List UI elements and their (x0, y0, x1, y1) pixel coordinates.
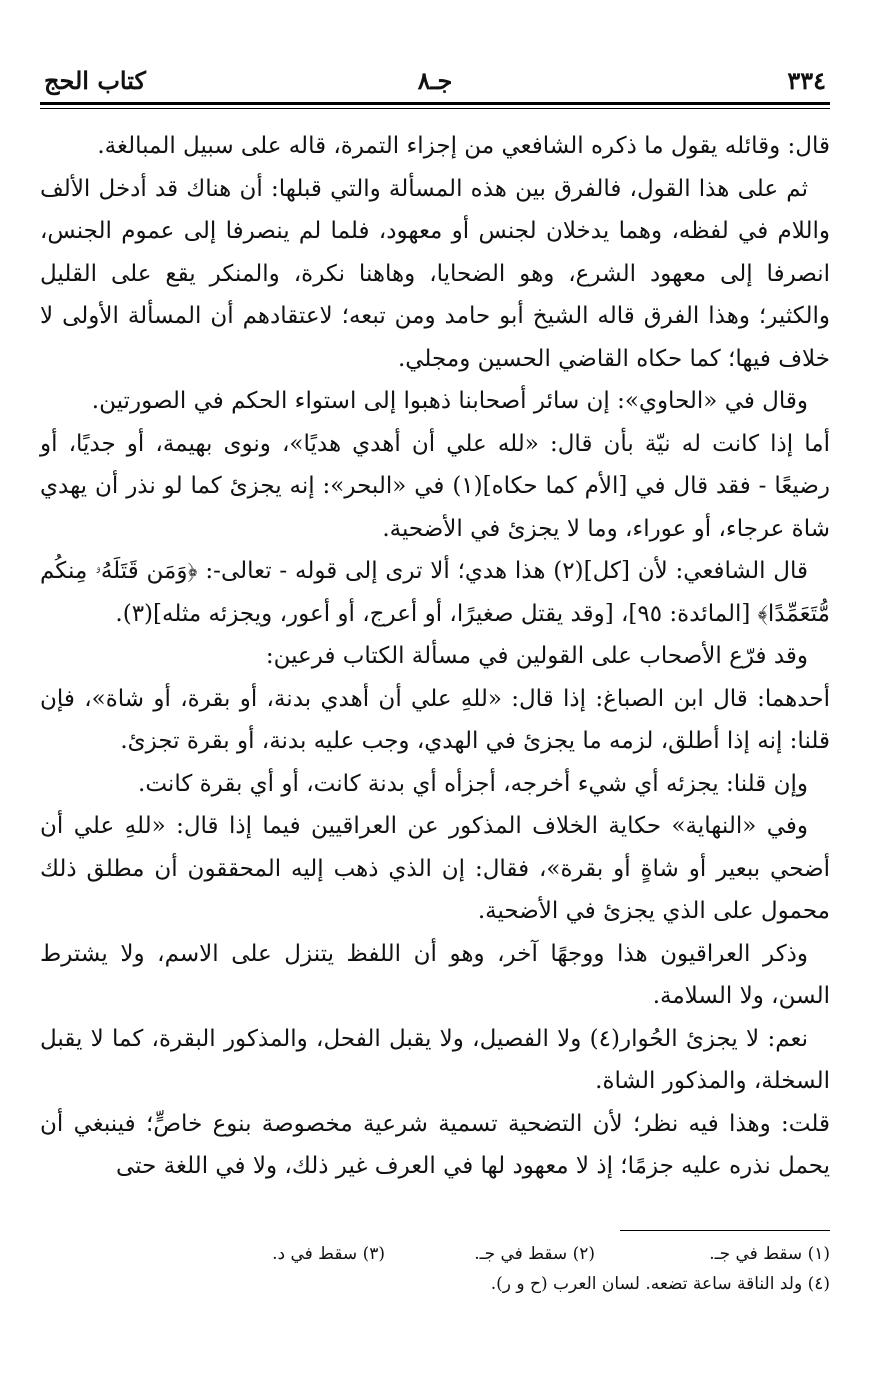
footnotes (40, 1239, 830, 1299)
footnote-row (40, 1239, 830, 1269)
header-rule (40, 102, 830, 109)
page-number: ٣٣٤ (787, 66, 826, 95)
footnote-3: (٣) سقط في د. (272, 1243, 385, 1264)
body-text (40, 125, 830, 1188)
volume-label: جـ٨ (417, 66, 453, 95)
paragraph: وذكر العراقيون هذا ووجهًا آخر، وهو أن اللفظ يتنزل على الاسم، ولا يشترط السن، ولا السلامة. (40, 940, 830, 1009)
book-page (40, 58, 830, 1299)
book-title: كتاب الحج (44, 66, 146, 95)
paragraph: أما إذا كانت له نيّة بأن قال: «لله علي أن أهدي هديًا»، ونوى بهيمة، أو جديًا، أو رضيعًا - فقد قال في [الأم كما حكاه](١) في «البحر»: إنه يجزئ كما لو نذر أن يهدي شاة عرجاء، أو عوراء، وما لا يجزئ في الأضحية. (40, 430, 830, 542)
paragraph: وإن قلنا: يجزئه أي شيء أخرجه، أجزأه أي بدنة كانت، أو أي بقرة كانت. (138, 770, 808, 797)
running-header (40, 58, 830, 102)
footnote-4: (٤) ولد الناقة ساعة تضعه. لسان العرب (ح و ر). (490, 1273, 830, 1294)
paragraph: قال الشافعي: لأن [كل](٢) هذا هدي؛ ألا ترى إلى قوله - تعالى-: ﴿وَمَن قَتَلَهُۥ مِنكُم مُّتَعَمِّدًا﴾ [المائدة: ٩٥]، [وقد يقتل صغيرًا، أو أعرج، أو أعور، ويجزئه مثله](٣). (40, 558, 830, 627)
footnote-1: (١) سقط في جـ. (709, 1243, 830, 1264)
paragraph: قال: وقائله يقول ما ذكره الشافعي من إجزاء التمرة، قاله على سبيل المبالغة. (97, 133, 830, 159)
paragraph: قلت: وهذا فيه نظر؛ لأن التضحية تسمية شرعية مخصوصة بنوع خاصٍّ؛ فينبغي أن يحمل نذره عليه جزمًا؛ إذ لا معهود لها في العرف غير ذلك، ولا في اللغة حتى (40, 1110, 830, 1179)
paragraph: وقد فرّع الأصحاب على القولين في مسألة الكتاب فرعين: (265, 643, 808, 669)
paragraph: نعم: لا يجزئ الحُوار(٤) ولا الفصيل، ولا يقبل الفحل، والمذكور البقرة، كما لا يقبل السخلة، والمذكور الشاة. (40, 1025, 830, 1094)
paragraph: أحدهما: قال ابن الصباغ: إذا قال: «للهِ علي أن أهدي بدنة، أو بقرة، أو شاة»، فإن قلنا: إنه إذا أطلق، لزمه ما يجزئ في الهدي، وجب عليه بدنة، أو بقرة تجزئ. (40, 685, 830, 754)
paragraph: وقال في «الحاوي»: إن سائر أصحابنا ذهبوا إلى استواء الحكم في الصورتين. (91, 388, 808, 414)
footnote-2: (٢) سقط في جـ. (474, 1243, 595, 1264)
paragraph: وفي «النهاية» حكاية الخلاف المذكور عن العراقيين فيما إذا قال: «للهِ علي أن أضحي ببعير أو شاةٍ أو بقرة»، فقال: إن الذي ذهب إليه المحققون أن مطلق ذلك محمول على الذي يجزئ في الأضحية. (40, 813, 830, 924)
footnote-rule (620, 1230, 830, 1231)
paragraph: ثم على هذا القول، فالفرق بين هذه المسألة والتي قبلها: أن هناك قد أدخل الألف واللام في لفظه، وهما يدخلان لجنس أو معهود، فلما لم ينصرفا إلى عموم الجنس، انصرفا إلى معهود الشرع، وهو الضحايا، وهاهنا نكرة، والمنكر يقع على القليل والكثير؛ وهذا الفرق قاله الشيخ أبو حامد ومن تبعه؛ لاعتقادهم أن المسألة الأولى لا خلاف فيها؛ كما حكاه القاضي الحسين ومجلي. (40, 175, 830, 372)
